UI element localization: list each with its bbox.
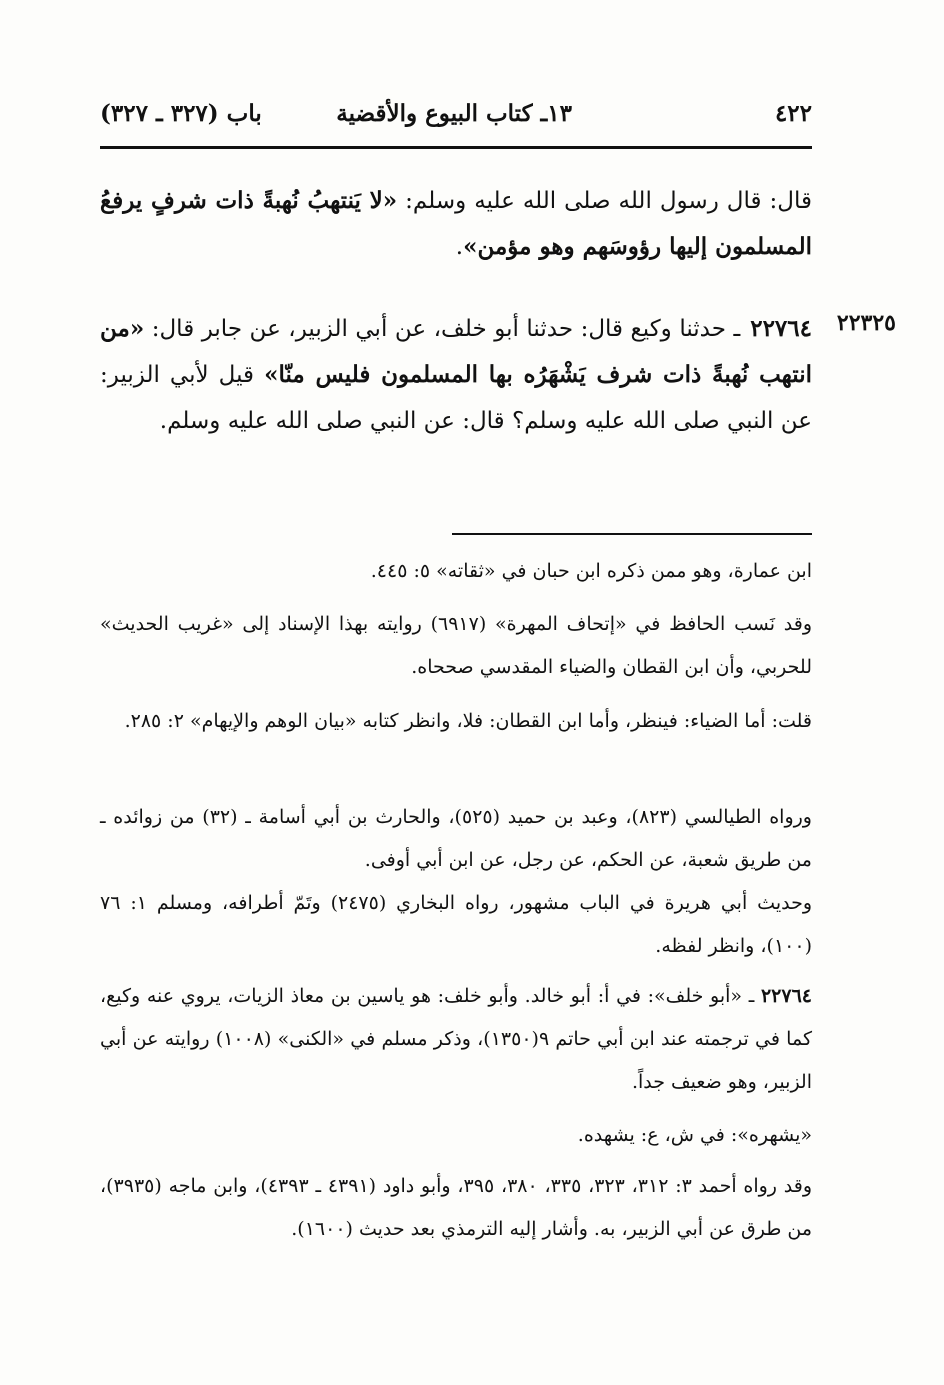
header-rule (100, 146, 812, 149)
running-header (100, 96, 812, 140)
footnote-7: وقد رواه أحمد ٣: ٣١٢، ٣٢٣، ٣٣٥، ٣٨٠، ٣٩٥، وأبو داود (٤٣٩١ ـ ٤٣٩٣)، وابن ماجه (٣٩٣٥)، من طرق عن أبي الزبير، به. وأشار إليه الترمذي بعد حديث (١٦٠٠). (100, 1175, 813, 1240)
footnote-5 (100, 975, 858, 1104)
hadith-number: ٢٢٧٦٤ (750, 315, 812, 342)
chapter-title: ١٣ـ كتاب البيوع والأقضية (336, 100, 572, 127)
main-paragraph-1 (100, 178, 812, 270)
footnote-1: ابن عمارة، وهو ممن ذكره ابن حبان في «ثقاته» ٥: ٤٤٥. (370, 560, 812, 582)
main-paragraph-2 (100, 306, 858, 444)
footnote-4 (100, 796, 858, 968)
page-number: ٤٢٢ (774, 100, 812, 127)
p2-quote: «من انتهب نُهبةً ذات شرف يَشْهَرُه بها المسلمون فليس منّا» (100, 315, 812, 388)
footnote-6: «يشهره»: في ش، ع: يشهده. (577, 1124, 812, 1146)
section-range: باب (٣٢٧ ـ ٣٢٧) (100, 100, 262, 127)
margin-hadith-number: ٢٢٣٢٥ (836, 310, 896, 336)
footnote-3: قلت: أما الضياء: فينظر، وأما ابن القطان: فلا، وانظر كتابه «بيان الوهم والإيهام» ٢: ٢٨٥. (124, 710, 812, 732)
footnote-rule (452, 533, 812, 535)
p2-tail: قيل لأبي الزبير: عن النبي صلى الله عليه وسلم؟ قال: عن النبي صلى الله عليه وسلم. (100, 362, 812, 434)
footnote-5-number: ٢٢٧٦٤ (760, 985, 812, 1007)
footnote-4a: ورواه الطيالسي (٨٢٣)، وعبد بن حميد (٥٢٥)، والحارث بن أبي أسامة ـ (٣٢) من زوائده ـ من طريق شعبة، عن الحكم، عن رجل، عن ابن أبي أوفى. (100, 806, 812, 871)
footnote-5-text: ـ «أبو خلف»: في أ: أبو خالد. وأبو خلف: هو ياسين بن معاذ الزيات، يروي عنه وكيع، كما في ترجمته عند ابن أبي حاتم ٩(١٣٥٠)، وذكر مسلم في «الكنى» (١٠٠٨) روايته عن أبي الزبير، وهو ضعيف جداً. (100, 985, 812, 1093)
p2-lead: ـ حدثنا وكيع قال: حدثنا أبو خلف، عن أبي الزبير، عن جابر قال: (144, 316, 741, 342)
p1-tail: . (455, 234, 464, 260)
footnote-2: وقد نَسب الحافظ في «إتحاف المهرة» (٦٩١٧) روايته بهذا الإسناد إلى «غريب الحديث» للحربي، وأن ابن القطان والضياء المقدسي صححاه. (100, 613, 812, 678)
p1-quote: «لا يَنتهبُ نُهبةً ذات شرفٍ يرفعُ المسلمون إليها رؤوسَهم وهو مؤمن» (100, 187, 812, 260)
footnote-4b: وحديث أبي هريرة في الباب مشهور، رواه البخاري (٢٤٧٥) وتَمّ أطرافه، ومسلم ١: ٧٦ (١٠٠)، وانظر لفظه. (100, 892, 812, 957)
p1-lead: قال: قال رسول الله صلى الله عليه وسلم: (397, 188, 812, 214)
